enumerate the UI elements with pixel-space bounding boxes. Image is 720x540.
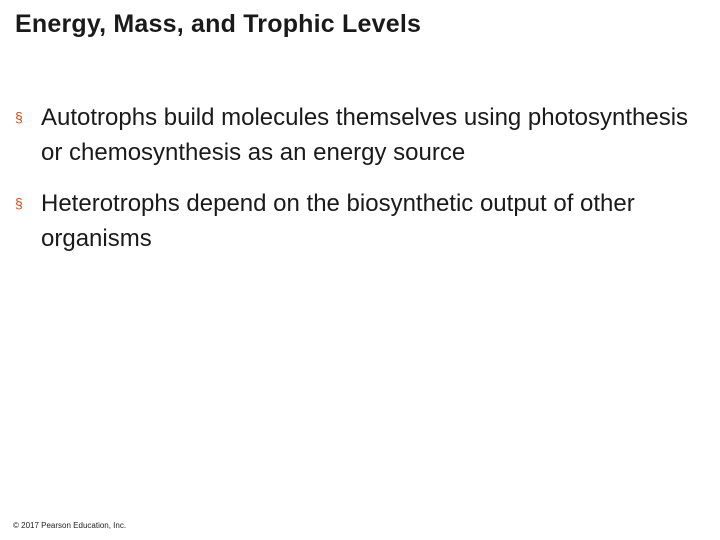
copyright-footer: © 2017 Pearson Education, Inc. (13, 521, 127, 530)
bullet-marker-icon: § (15, 195, 23, 211)
bullet-text: Autotrophs build molecules themselves using photosynthesis or chemosynthesis as an energy source (41, 104, 689, 166)
bullet-text: Heterotrophs depend on the biosynthetic output of other organisms (41, 190, 635, 252)
bullet-item (15, 186, 695, 256)
title-divider (0, 48, 720, 49)
bullet-list (15, 100, 695, 272)
bullet-marker-icon: § (15, 109, 23, 125)
bullet-item (15, 100, 695, 170)
slide-title: Energy, Mass, and Trophic Levels (15, 10, 422, 38)
